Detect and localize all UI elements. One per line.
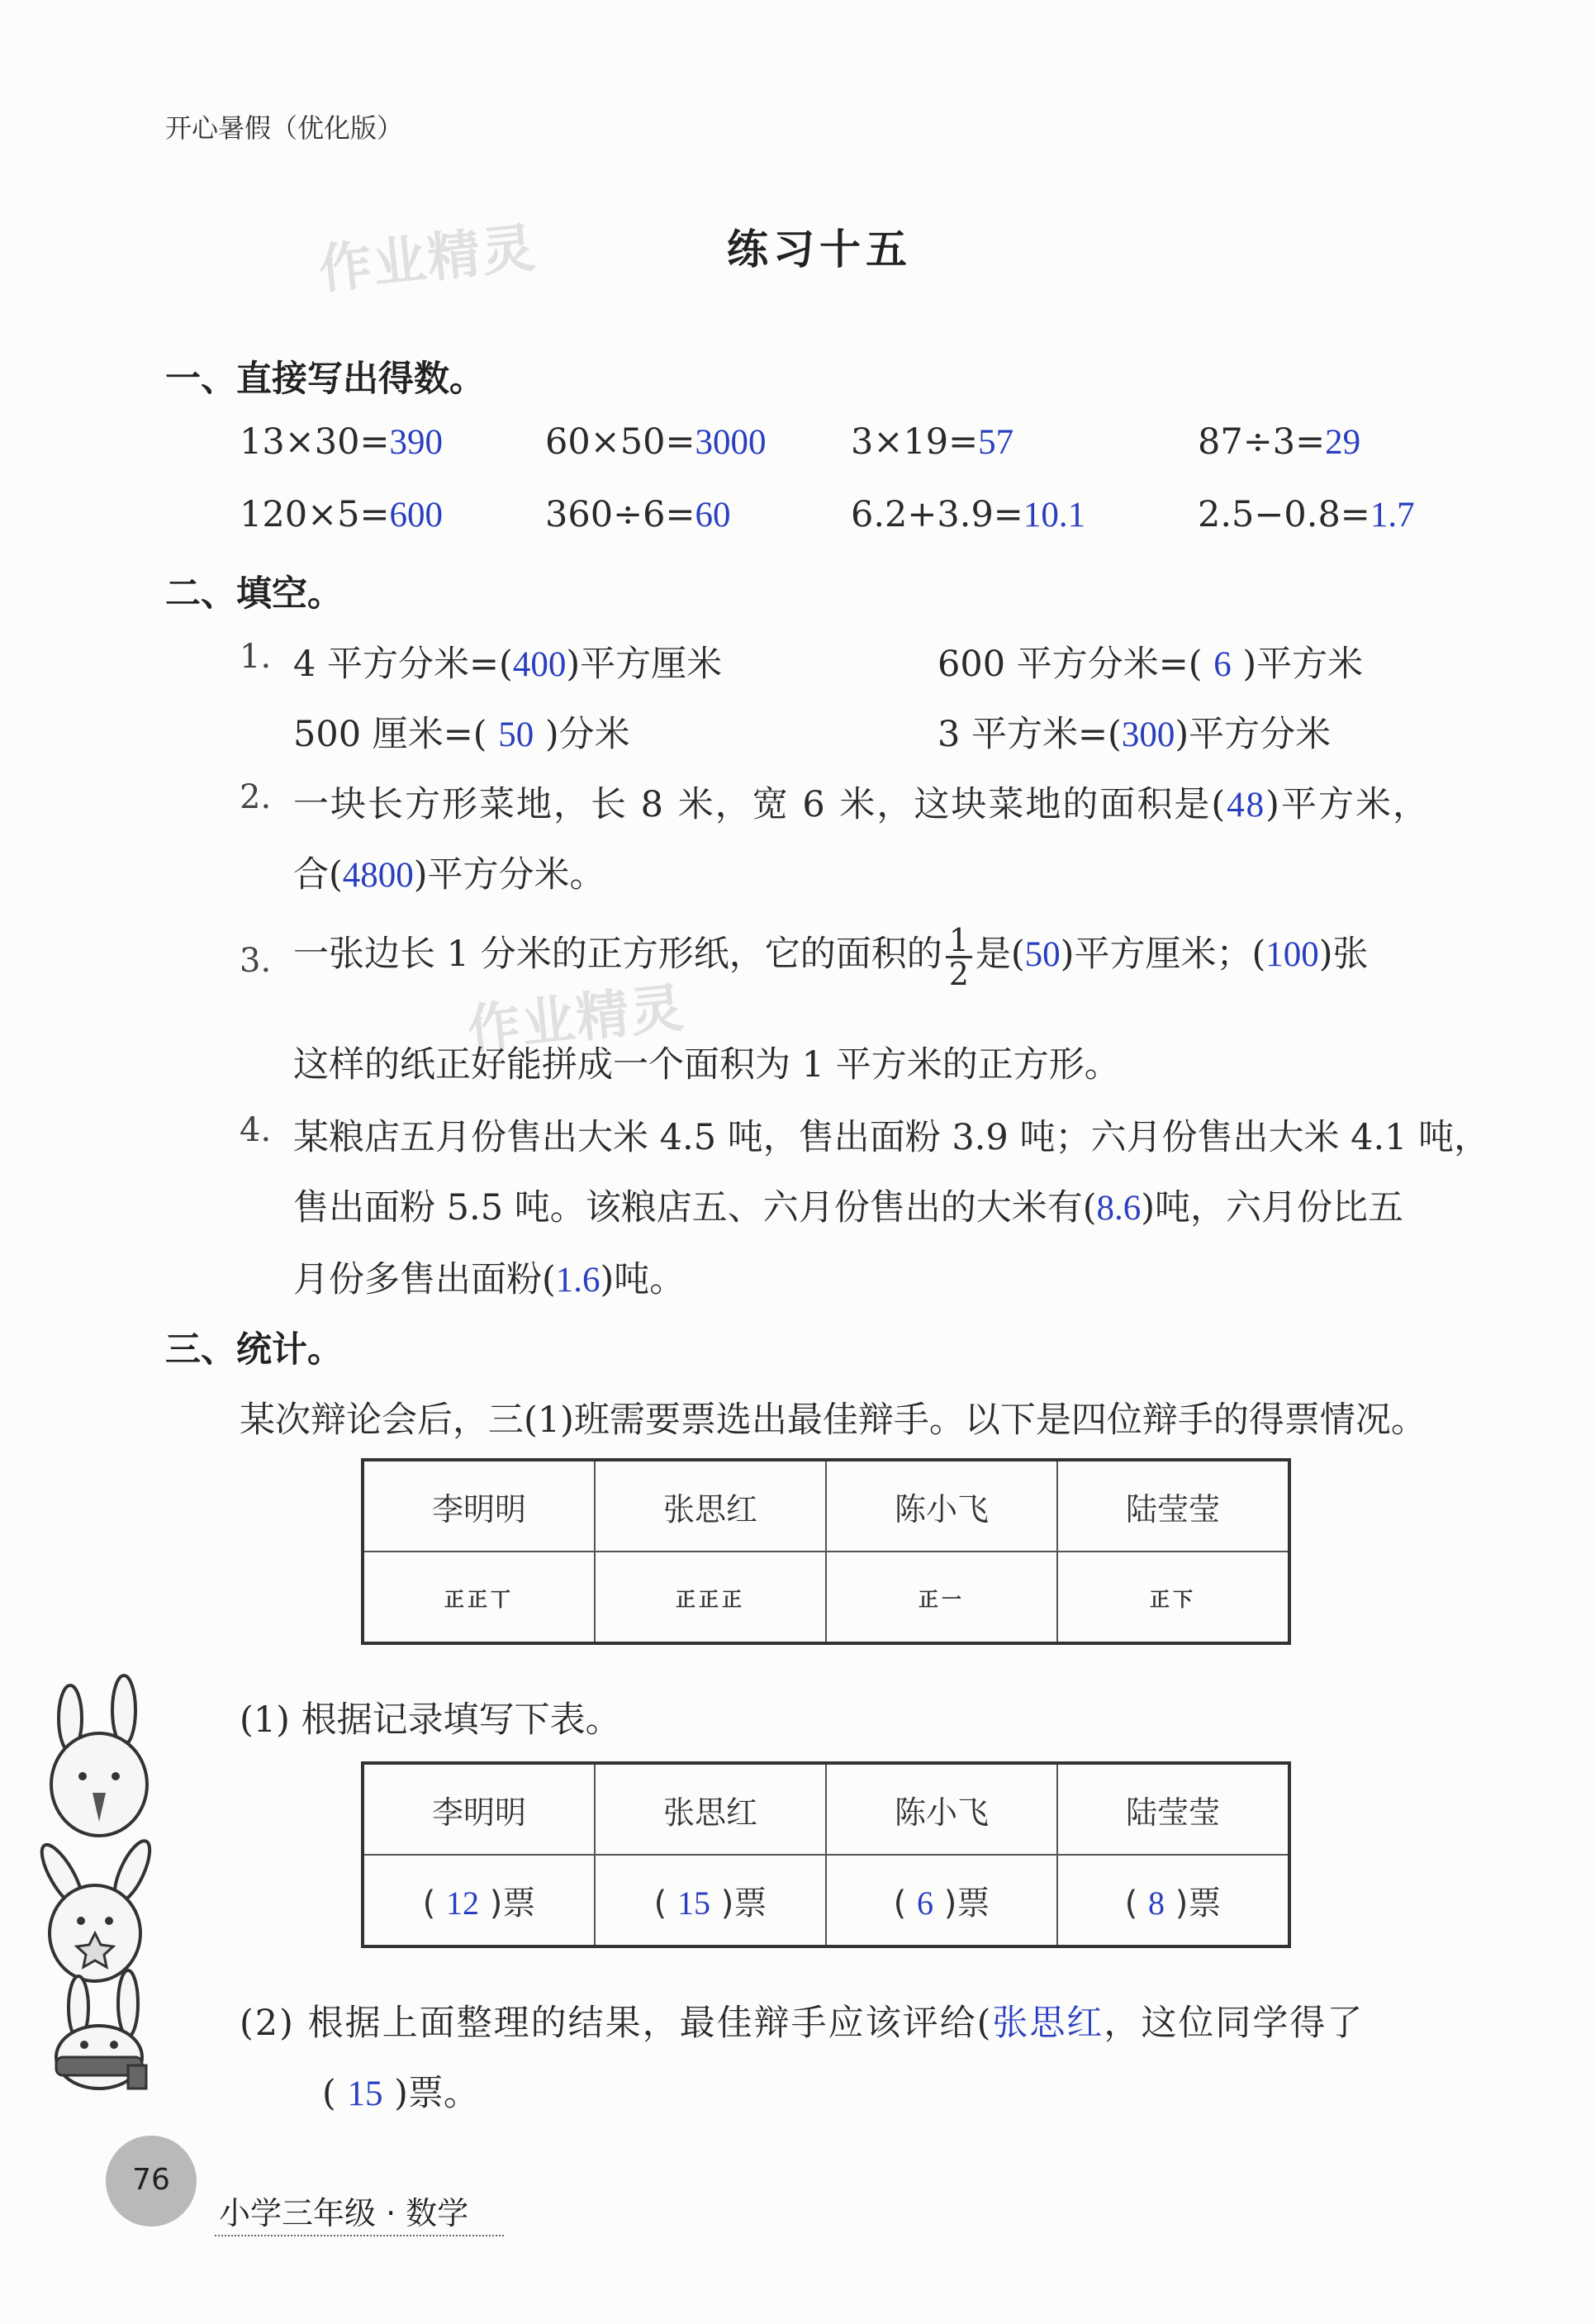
section-heading-1: 一、直接写出得数。	[165, 359, 485, 400]
table-row	[363, 1552, 1289, 1643]
question-line: 这样的纸正好能拼成一个面积为 1 平方米的正方形。	[293, 1044, 1120, 1086]
section-heading-2: 二、填空。	[165, 573, 343, 615]
calc-item: 3×19=57	[851, 421, 1014, 463]
table-cell: 陈小飞	[826, 1763, 1057, 1855]
tally-cell: 正正正	[595, 1552, 826, 1643]
fill-item: 4 平方分米=(400)平方厘米	[293, 644, 723, 685]
page-title: 练习十五	[727, 226, 912, 273]
tally-cell: 正下	[1057, 1552, 1289, 1643]
table-cell: 李明明	[363, 1763, 595, 1855]
question-line: 一张边长 1 分米的正方形纸，它的面积的 $\frac{1}{2}$ 是(50)平方厘米；(100)张	[293, 921, 1369, 992]
calc-item: 6.2+3.9=10.1	[851, 494, 1086, 535]
sub-question: (2) 根据上面整理的结果，最佳辩手应该评给(张思红，这位同学得了	[240, 2003, 1365, 2044]
question-line: 月份多售出面粉(1.6)吨。	[293, 1259, 686, 1300]
section-heading-3: 三、统计。	[165, 1329, 343, 1371]
footer-rule	[215, 2235, 504, 2236]
calc-item: 120×5=600	[240, 494, 443, 535]
sub-question: (1) 根据记录填写下表。	[240, 1699, 621, 1741]
votes-table	[361, 1761, 1291, 1948]
table-cell: 陆莹莹	[1057, 1763, 1289, 1855]
table-cell: 陈小飞	[826, 1460, 1057, 1552]
watermark: 作业精灵	[464, 977, 688, 1062]
fraction: $\frac{1}{2}$	[946, 924, 972, 990]
vote-cell: ( 15 )票	[595, 1855, 826, 1946]
fill-item: 3 平方米=(300)平方分米	[938, 714, 1332, 755]
question-line: 某粮店五月份售出大米 4.5 吨，售出面粉 3.9 吨；六月份售出大米 4.1 吨，	[293, 1117, 1490, 1158]
table-cell: 张思红	[595, 1460, 826, 1552]
table-header-row	[363, 1460, 1289, 1552]
tally-cell: 正一	[826, 1552, 1057, 1643]
question-number: 2.	[240, 778, 272, 816]
bunny-illustration-icon	[17, 1669, 182, 2090]
calc-item: 60×50=3000	[545, 421, 767, 463]
vote-cell: ( 12 )票	[363, 1855, 595, 1946]
fill-item: 600 平方分米=( 6 )平方米	[938, 644, 1364, 685]
calc-item: 87÷3=29	[1198, 421, 1361, 463]
book-label: 小学三年级 · 数学	[219, 2195, 469, 2231]
question-number: 3.	[240, 942, 272, 980]
book-title: 开心暑假（优化版）	[165, 112, 404, 144]
fill-item: 500 厘米=( 50 )分米	[293, 714, 630, 755]
page-number: 76	[132, 2163, 170, 2197]
question-number: 1.	[240, 638, 272, 676]
section-intro: 某次辩论会后，三(1)班需要票选出最佳辩手。以下是四位辩手的得票情况。	[240, 1400, 1426, 1441]
calc-item: 13×30=390	[240, 421, 443, 463]
calc-item: 2.5−0.8=1.7	[1198, 494, 1415, 535]
question-line: 一块长方形菜地，长 8 米，宽 6 米，这块菜地的面积是(48)平方米，	[293, 784, 1430, 825]
table-cell: 陆莹莹	[1057, 1460, 1289, 1552]
tally-cell: 正正丅	[363, 1552, 595, 1643]
table-row	[363, 1855, 1289, 1946]
table-header-row	[363, 1763, 1289, 1855]
vote-cell: ( 8 )票	[1057, 1855, 1289, 1946]
table-cell: 张思红	[595, 1763, 826, 1855]
tally-table	[361, 1458, 1291, 1645]
vote-cell: ( 6 )票	[826, 1855, 1057, 1946]
watermark: 作业精灵	[316, 217, 539, 302]
calc-item: 360÷6=60	[545, 494, 731, 535]
sub-question: ( 15 )票。	[322, 2073, 479, 2114]
question-number: 4.	[240, 1111, 272, 1149]
question-line: 合(4800)平方分米。	[293, 854, 605, 896]
question-line: 售出面粉 5.5 吨。该粮店五、六月份售出的大米有(8.6)吨，六月份比五	[293, 1187, 1404, 1229]
table-cell: 李明明	[363, 1460, 595, 1552]
